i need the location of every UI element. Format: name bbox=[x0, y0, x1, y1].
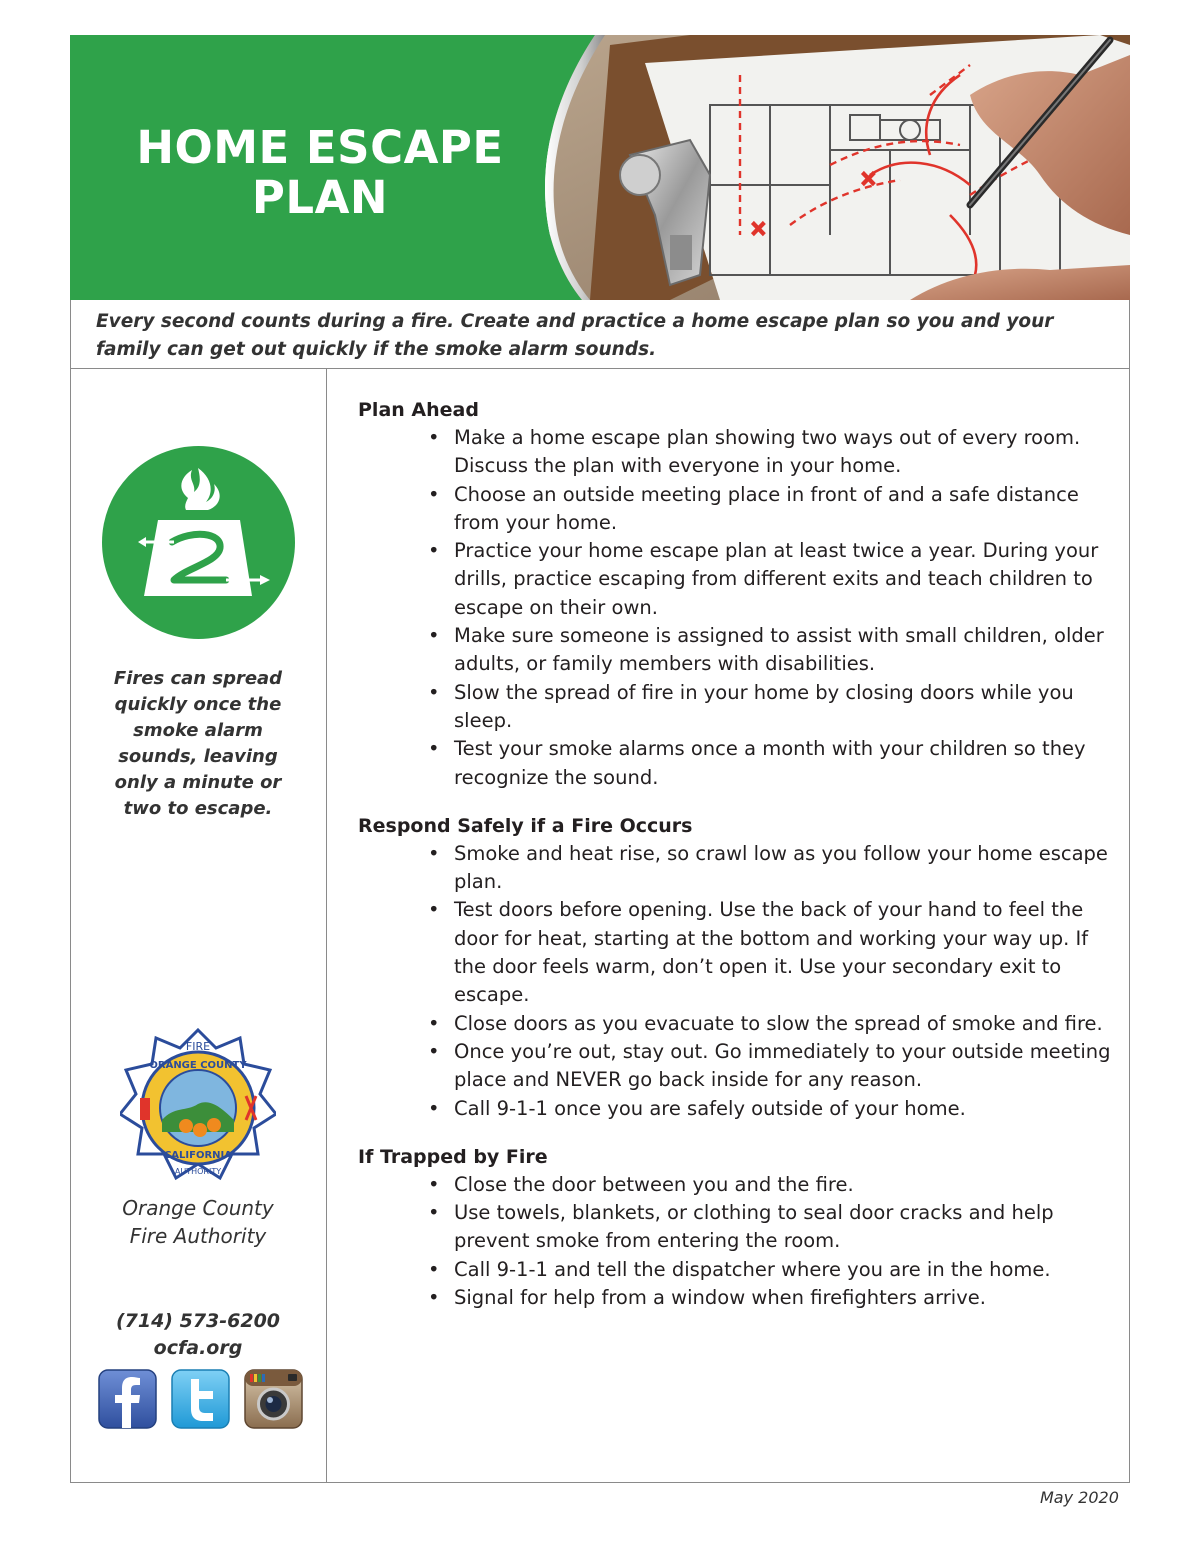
list-item: • Test doors before opening. Use the back of your hand to feel the door for heat, starting at the bottom and working your way up. If the door feels warm, don’t open it. Use your secondary exit to escape. bbox=[428, 898, 1089, 1007]
list-item-text: Practice your home escape plan at least twice a year. During your drills, practice escaping from different exits and teach children to escape on their own. bbox=[454, 539, 1099, 619]
list-item-text: Make sure someone is assigned to assist with small children, older adults, or family members with disabilities. bbox=[454, 624, 1104, 676]
list-item-text: Smoke and heat rise, so crawl low as you follow your home escape plan. bbox=[454, 841, 1108, 894]
sidebar bbox=[70, 368, 326, 1483]
contact-info bbox=[70, 1308, 326, 1362]
list-item: • Once you’re out, stay out. Go immediately to your outside meeting place and NEVER go back inside for any reason. bbox=[428, 1039, 1111, 1092]
list-item-text: Call 9-1-1 once you are safely outside of your home. bbox=[454, 1096, 966, 1120]
sidebar-quote bbox=[70, 666, 326, 822]
organization-name bbox=[70, 1194, 326, 1250]
bullet-list bbox=[358, 424, 1118, 792]
list-item: • Slow the spread of fire in your home by closing doors while you sleep. bbox=[428, 680, 1074, 732]
list-item: • Close the door between you and the fire. bbox=[428, 1172, 854, 1196]
bullet-list bbox=[358, 1171, 1118, 1312]
section-respond-safely bbox=[358, 812, 1118, 1123]
list-item-text: Close doors as you evacuate to slow the spread of smoke and fire. bbox=[454, 1011, 1103, 1035]
section-title: Respond Safely if a Fire Occurs bbox=[358, 814, 693, 837]
list-item: • Test your smoke alarms once a month with your children so they recognize the sound. bbox=[428, 737, 1086, 789]
list-item: • Close doors as you evacuate to slow the spread of smoke and fire. bbox=[428, 1011, 1103, 1035]
bullet-list bbox=[358, 840, 1118, 1123]
list-item-text: Once you’re out, stay out. Go immediately to your outside meeting place and NEVER go back inside for any reason. bbox=[454, 1039, 1111, 1092]
facebook-icon[interactable] bbox=[98, 1369, 157, 1429]
svg-text:AUTHORITY: AUTHORITY bbox=[174, 1167, 222, 1176]
svg-text:CALIFORNIA: CALIFORNIA bbox=[163, 1150, 233, 1161]
org-line-1: Orange County bbox=[122, 1196, 274, 1220]
website-link[interactable]: ocfa.org bbox=[153, 1337, 243, 1359]
list-item-text: Choose an outside meeting place in front of and a safe distance from your home. bbox=[454, 482, 1079, 534]
org-line-2: Fire Authority bbox=[129, 1224, 267, 1248]
section-if-trapped bbox=[358, 1143, 1118, 1312]
list-item: • Call 9-1-1 once you are safely outside of your home. bbox=[428, 1096, 966, 1120]
section-title: If Trapped by Fire bbox=[358, 1145, 548, 1168]
list-item: • Make a home escape plan showing two ways out of every room. Discuss the plan with everyone in your home. bbox=[428, 426, 1081, 478]
ocfa-seal-icon bbox=[120, 1028, 276, 1184]
page-title bbox=[90, 123, 550, 223]
svg-text:×: × bbox=[750, 216, 767, 240]
phone-number: (714) 573-6200 bbox=[115, 1310, 281, 1332]
list-item: • Signal for help from a window when firefighters arrive. bbox=[428, 1286, 986, 1310]
list-item: • Practice your home escape plan at least twice a year. During your drills, practice escaping from different exits and teach children to escape on their own. bbox=[428, 539, 1099, 619]
list-item-text: Signal for help from a window when firefighters arrive. bbox=[454, 1286, 986, 1310]
header-banner bbox=[70, 35, 1130, 300]
list-item-text: Make a home escape plan showing two ways out of every room. Discuss the plan with everyone in your home. bbox=[454, 426, 1081, 478]
list-item-text: Slow the spread of fire in your home by closing doors while you sleep. bbox=[454, 680, 1074, 732]
main-content bbox=[358, 396, 1118, 1332]
list-item-text: Call 9-1-1 and tell the dispatcher where you are in the home. bbox=[454, 1257, 1051, 1281]
sidebar-quote-text: Fires can spread quickly once the smoke alarm sounds, leaving only a minute or two to escape. bbox=[113, 668, 283, 819]
list-item: • Choose an outside meeting place in front of and a safe distance from your home. bbox=[428, 482, 1079, 534]
list-item: • Make sure someone is assigned to assist with small children, older adults, or family members with disabilities. bbox=[428, 624, 1104, 676]
publication-date: May 2020 bbox=[1040, 1488, 1119, 1507]
title-line-1: HOME ESCAPE bbox=[136, 121, 504, 174]
social-icons bbox=[98, 1369, 308, 1431]
section-plan-ahead bbox=[358, 396, 1118, 792]
list-item-text: Close the door between you and the fire. bbox=[454, 1172, 854, 1196]
list-item: • Smoke and heat rise, so crawl low as you follow your home escape plan. bbox=[428, 841, 1108, 894]
title-line-2: PLAN bbox=[251, 171, 389, 224]
intro-text: Every second counts during a fire. Create and practice a home escape plan so you and your family can get out quickly if the smoke alarm sounds. bbox=[96, 311, 1054, 360]
escape-route-icon bbox=[102, 446, 295, 639]
list-item: • Call 9-1-1 and tell the dispatcher where you are in the home. bbox=[428, 1257, 1051, 1281]
svg-text:ORANGE COUNTY: ORANGE COUNTY bbox=[149, 1060, 247, 1071]
twitter-icon[interactable] bbox=[171, 1369, 230, 1429]
list-item: • Use towels, blankets, or clothing to seal door cracks and help prevent smoke from entering the room. bbox=[428, 1201, 1054, 1253]
divider-vertical bbox=[326, 368, 327, 1483]
svg-text:FIRE: FIRE bbox=[185, 1040, 211, 1053]
list-item-text: Test doors before opening. Use the back of your hand to feel the door for heat, starting at the bottom and working your way up. If the door feels warm, don’t open it. Use your secondary exit to escape. bbox=[454, 898, 1089, 1007]
list-item-text: Test your smoke alarms once a month with your children so they recognize the sound. bbox=[454, 737, 1086, 789]
instagram-icon[interactable] bbox=[244, 1369, 303, 1429]
list-item-text: Use towels, blankets, or clothing to seal door cracks and help prevent smoke from entering the room. bbox=[454, 1201, 1054, 1253]
section-title: Plan Ahead bbox=[358, 399, 479, 421]
svg-text:×: × bbox=[860, 166, 877, 190]
